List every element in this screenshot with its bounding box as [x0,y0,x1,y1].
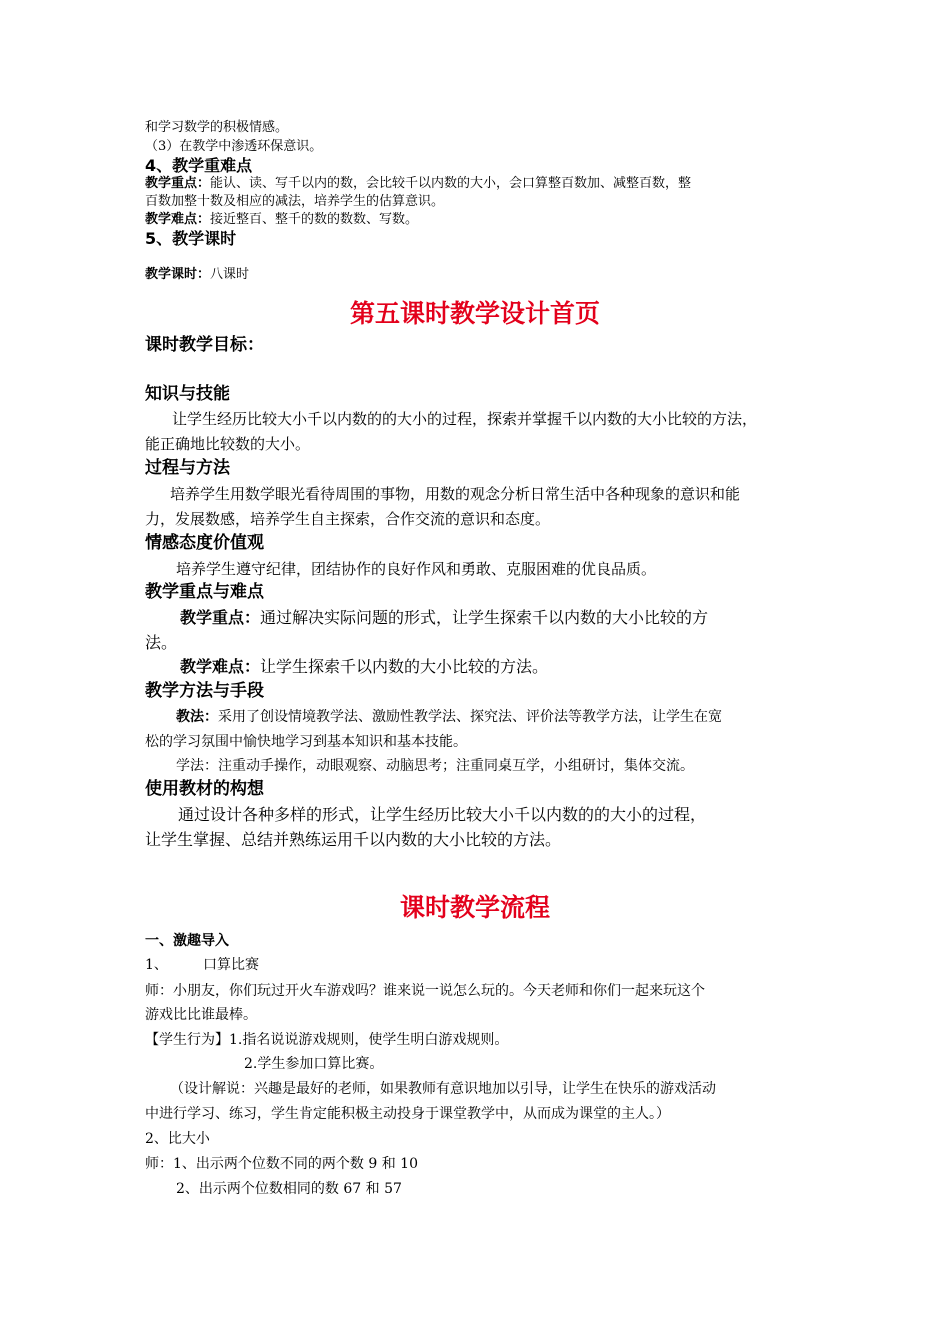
key-point-label: 教学重点： [145,176,211,191]
student-behavior-1: 【学生行为】1.指名说说游戏规则，使学生明白游戏规则。 [145,1032,509,1048]
teach-method-label: 教法： [176,709,218,725]
process-line-1: 培养学生用数学眼光看待周围的事物，用数的观念分析日常生活中各种现象的意识和能 [170,485,741,503]
heading-material: 使用教材的构想 [145,779,264,799]
class-hours-text: 八课时 [210,267,250,282]
design-explain-1: （设计解说：兴趣是最好的老师，如果教师有意识地加以引导，让学生在快乐的游戏活动 [170,1081,716,1097]
flow-item-1-text: 口算比赛 [203,957,259,973]
prev-text-line-1: 和学习数学的积极情感。 [145,120,289,135]
difficulty-text: 接近整百、整千的数的数数、写数。 [210,212,419,227]
emotion-line-1: 培养学生遵守纪律，团结协作的良好作风和勇敢、克服困难的优良品质。 [176,560,657,578]
heading-key-difficulty: 教学重点与难点 [145,582,264,602]
teach-method-line-1 [176,709,722,725]
design-key-point [180,609,708,627]
key-point-text: 能认、读、写千以内的数，会比较千以内数的大小，会口算整百数加、减整百数，整 [210,176,692,191]
teacher-line-2: 游戏比比谁最棒。 [145,1007,257,1023]
difficulty-label: 教学难点： [145,212,211,227]
material-line-2: 让学生掌握、总结并熟练运用千以内数的大小比较的方法。 [145,830,562,849]
flow-item-1-number: 1、 [145,957,168,973]
heading-emotion: 情感态度价值观 [145,533,264,553]
heading-key-difficulties: 4、教学重难点 [145,156,253,175]
heading-method: 教学方法与手段 [145,681,264,701]
design-key-point-cont: 法。 [145,633,178,652]
knowledge-line-2: 能正确地比较数的大小。 [145,435,311,453]
teach-method-line-2: 松的学习氛围中愉快地学习到基本知识和基本技能。 [145,734,467,750]
heading-knowledge: 知识与技能 [145,384,230,404]
design-difficulty-label: 教学难点： [180,657,261,676]
process-line-2: 力，发展数感，培养学生自主探索，合作交流的意识和态度。 [145,510,551,528]
design-difficulty [180,658,548,676]
goals-label: 课时教学目标： [145,335,264,355]
prev-text-line-2: （3）在教学中渗透环保意识。 [145,139,323,154]
design-difficulty-text: 让学生探索千以内数的大小比较的方法。 [260,657,549,676]
learn-method: 学法：注重动手操作，动眼观察、动脑思考；注重同桌互学，小组研讨，集体交流。 [176,758,694,774]
teach-method-text: 采用了创设情境教学法、激励性教学法、探究法、评价法等教学方法，让学生在宽 [218,709,722,725]
heading-process: 过程与方法 [145,458,230,478]
teacher-line-1: 师：小朋友，你们玩过开火车游戏吗？谁来说一说怎么玩的。今天老师和你们一起来玩这个 [145,983,705,999]
flow-item-2: 2、比大小 [145,1131,210,1147]
material-line-1: 通过设计各种多样的形式，让学生经历比较大小千以内数的的大小的过程， [178,805,707,824]
prev-key-point-cont: 百数加整十数及相应的减法，培养学生的估算意识。 [145,194,445,209]
design-explain-2: 中进行学习、练习，学生肯定能积极主动投身于课堂教学中，从而成为课堂的主人。） [145,1106,670,1122]
flow-title: 课时教学流程 [399,893,550,922]
knowledge-line-1: 让学生经历比较大小千以内数的的大小的过程，探索并掌握千以内数的大小比较的方法， [172,410,758,428]
design-key-text: 通过解决实际问题的形式，让学生探索千以内数的大小比较的方 [260,608,709,627]
flow-section-1: 一、激趣导入 [145,933,229,949]
heading-class-hours: 5、教学课时 [145,229,237,248]
design-title: 第五课时教学设计首页 [349,299,600,328]
class-hours-label: 教学课时： [145,267,211,282]
compare-line-1: 师：1、出示两个位数不同的两个数 9 和 10 [145,1156,418,1172]
prev-key-point [145,177,691,192]
compare-line-2: 2、出示两个位数相同的数 67 和 57 [176,1181,402,1197]
class-hours [145,268,249,283]
student-behavior-2: 2.学生参加口算比赛。 [244,1056,384,1072]
design-key-label: 教学重点： [180,608,261,627]
prev-difficulty [145,213,418,228]
